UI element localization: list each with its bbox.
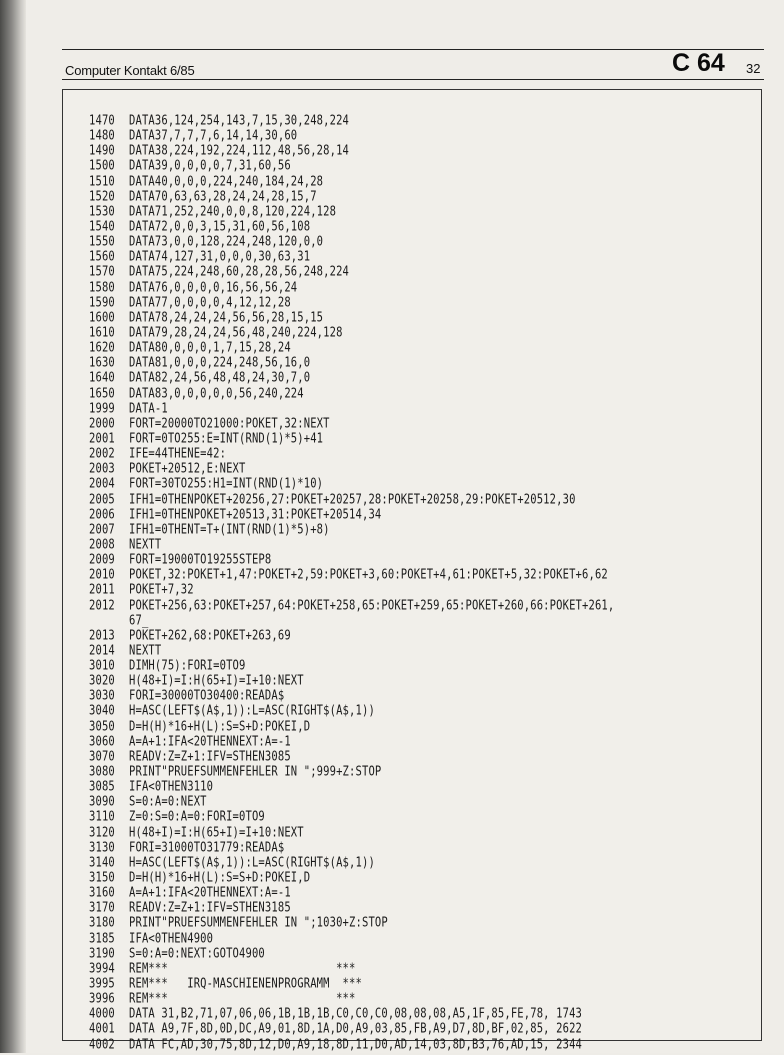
- line-code: DATA81,0,0,0,224,248,56,16,0: [129, 355, 311, 371]
- line-code: DATA80,0,0,0,1,7,15,28,24: [129, 340, 291, 356]
- line-code: S=0:A=0:NEXT:GOTO4900: [129, 946, 265, 962]
- line-code: DATA36,124,254,143,7,15,30,248,224: [129, 113, 350, 129]
- line-number: 2007: [89, 522, 115, 538]
- line-code: A=A+1:IFA<20THENNEXT:A=-1: [129, 734, 291, 750]
- line-number: 1470: [89, 113, 115, 129]
- line-number: 4002: [89, 1036, 115, 1052]
- line-number: 2003: [89, 461, 115, 477]
- line-number: 1520: [89, 189, 115, 205]
- line-number: 2010: [89, 567, 115, 583]
- line-code: DATA40,0,0,0,224,240,184,24,28: [129, 173, 324, 189]
- line-code: DATA FC,AD,30,75,8D,12,D0,A9,18,8D,11,D0,AD,14,03,8D,B3,76,AD,15, 2344: [129, 1036, 583, 1052]
- line-number: 1999: [89, 401, 115, 417]
- line-code: 67_: [129, 612, 149, 628]
- line-code: DATA70,63,63,28,24,24,28,15,7: [129, 189, 317, 205]
- line-code: DIMH(75):FORI=0TO9: [129, 658, 246, 674]
- line-number: 3996: [89, 991, 115, 1007]
- header-rule-bottom: [62, 79, 764, 80]
- section-title: C 64: [672, 49, 725, 77]
- line-code: DATA37,7,7,7,6,14,14,30,60: [129, 128, 298, 144]
- line-number: 1570: [89, 264, 115, 280]
- line-number: 4000: [89, 1006, 115, 1022]
- line-number: 1490: [89, 143, 115, 159]
- line-number: 3185: [89, 930, 115, 946]
- line-number: 3040: [89, 703, 115, 719]
- line-code: DATA83,0,0,0,0,0,56,240,224: [129, 385, 304, 401]
- line-number: 1480: [89, 128, 115, 144]
- line-number: 2008: [89, 537, 115, 553]
- line-number: 2013: [89, 628, 115, 644]
- line-code: DATA38,224,192,224,112,48,56,28,14: [129, 143, 350, 159]
- line-number: 1640: [89, 370, 115, 386]
- line-number: 1540: [89, 219, 115, 235]
- line-code: DATA 31,B2,71,07,06,06,1B,1B,1B,C0,C0,C0,08,08,08,A5,1F,85,FE,78, 1743: [129, 1006, 583, 1022]
- line-number: 2014: [89, 643, 115, 659]
- line-code: IFA<0THEN4900: [129, 930, 214, 946]
- line-number: 3070: [89, 749, 115, 765]
- line-code: NEXTT: [129, 643, 162, 659]
- line-number: 1630: [89, 355, 115, 371]
- line-code: H(48+I)=I:H(65+I)=I+10:NEXT: [129, 824, 304, 840]
- line-code: FORT=30TO255:H1=INT(RND(1)*10): [129, 476, 324, 492]
- line-code: H(48+I)=I:H(65+I)=I+10:NEXT: [129, 673, 304, 689]
- line-number: 2006: [89, 507, 115, 523]
- line-number: 1530: [89, 204, 115, 220]
- line-number: 3995: [89, 976, 115, 992]
- line-code: REM*** IRQ-MASCHIENENPROGRAMM ***: [129, 976, 362, 992]
- line-code: DATA75,224,248,60,28,28,56,248,224: [129, 264, 350, 280]
- line-number: 2004: [89, 476, 115, 492]
- line-number: 3030: [89, 688, 115, 704]
- line-code: DATA A9,7F,8D,0D,DC,A9,01,8D,1A,D0,A9,03,85,FB,A9,D7,8D,BF,02,85, 2622: [129, 1021, 583, 1037]
- page-binding-shadow: [0, 0, 26, 1053]
- line-code: DATA78,24,24,24,56,56,28,15,15: [129, 310, 324, 326]
- line-number: 3120: [89, 824, 115, 840]
- basic-listing: [89, 114, 614, 1053]
- line-code: PRINT"PRUEFSUMMENFEHLER IN ";999+Z:STOP: [129, 764, 382, 780]
- line-number: 1550: [89, 234, 115, 250]
- line-code: DATA72,0,0,3,15,31,60,56,108: [129, 219, 311, 235]
- listing-line: [89, 1036, 614, 1055]
- line-code: DATA79,28,24,24,56,48,240,224,128: [129, 325, 343, 341]
- line-number: 2012: [89, 597, 115, 613]
- line-number: 3160: [89, 885, 115, 901]
- line-code: FORT=19000TO19255STEP8: [129, 552, 272, 568]
- line-number: 3180: [89, 915, 115, 931]
- line-number: 3090: [89, 794, 115, 810]
- line-code: A=A+1:IFA<20THENNEXT:A=-1: [129, 885, 291, 901]
- line-number: 1560: [89, 249, 115, 265]
- line-code: Z=0:S=0:A=0:FORI=0TO9: [129, 809, 265, 825]
- line-number: 1620: [89, 340, 115, 356]
- magazine-title: Computer Kontakt 6/85: [65, 63, 195, 78]
- line-number: 3010: [89, 658, 115, 674]
- line-code: H=ASC(LEFT$(A$,1)):L=ASC(RIGHT$(A$,1)): [129, 855, 375, 871]
- line-number: 1650: [89, 385, 115, 401]
- line-code: S=0:A=0:NEXT: [129, 794, 207, 810]
- line-number: 3085: [89, 779, 115, 795]
- line-number: 2011: [89, 582, 115, 598]
- line-number: 2002: [89, 446, 115, 462]
- line-code: READV:Z=Z+1:IFV=STHEN3185: [129, 900, 291, 916]
- line-number: 3020: [89, 673, 115, 689]
- line-code: REM*** ***: [129, 961, 356, 977]
- line-number: 1580: [89, 279, 115, 295]
- line-number: 3994: [89, 961, 115, 977]
- line-code: POKET+7,32: [129, 582, 194, 598]
- line-number: 3060: [89, 734, 115, 750]
- line-code: FORI=30000TO30400:READA$: [129, 688, 285, 704]
- line-number: 4001: [89, 1021, 115, 1037]
- line-code: D=H(H)*16+H(L):S=S+D:POKEI,D: [129, 870, 311, 886]
- line-number: 3130: [89, 840, 115, 856]
- line-code: DATA-1: [129, 401, 168, 417]
- line-code: IFH1=0THENPOKET+20513,31:POKET+20514,34: [129, 507, 382, 523]
- line-number: 2009: [89, 552, 115, 568]
- line-code: DATA73,0,0,128,224,248,120,0,0: [129, 234, 324, 250]
- line-number: 1510: [89, 173, 115, 189]
- line-code: POKET+256,63:POKET+257,64:POKET+258,65:POKET+259,65:POKET+260,66:POKET+261,: [129, 597, 615, 613]
- line-number: 3170: [89, 900, 115, 916]
- line-number: 3110: [89, 809, 115, 825]
- line-code: DATA82,24,56,48,48,24,30,7,0: [129, 370, 311, 386]
- line-code: IFH1=0THENPOKET+20256,27:POKET+20257,28:POKET+20258,29:POKET+20512,30: [129, 491, 576, 507]
- line-number: 1590: [89, 295, 115, 311]
- line-number: 1600: [89, 310, 115, 326]
- line-number: 1500: [89, 158, 115, 174]
- line-code: READV:Z=Z+1:IFV=STHEN3085: [129, 749, 291, 765]
- line-code: IFE=44THENE=42:: [129, 446, 227, 462]
- line-code: DATA76,0,0,0,0,16,56,56,24: [129, 279, 298, 295]
- line-code: REM*** ***: [129, 991, 356, 1007]
- line-code: POKET+20512,E:NEXT: [129, 461, 246, 477]
- line-number: 3050: [89, 718, 115, 734]
- line-code: PRINT"PRUEFSUMMENFEHLER IN ";1030+Z:STOP: [129, 915, 388, 931]
- line-number: 3140: [89, 855, 115, 871]
- line-number: 3150: [89, 870, 115, 886]
- line-code: DATA74,127,31,0,0,0,30,63,31: [129, 249, 311, 265]
- page-number: 32: [746, 61, 761, 76]
- line-code: H=ASC(LEFT$(A$,1)):L=ASC(RIGHT$(A$,1)): [129, 703, 375, 719]
- line-number: 2005: [89, 491, 115, 507]
- line-code: POKET+262,68:POKET+263,69: [129, 628, 291, 644]
- line-code: IFH1=0THENT=T+(INT(RND(1)*5)+8): [129, 522, 330, 538]
- line-code: POKET,32:POKET+1,47:POKET+2,59:POKET+3,60:POKET+4,61:POKET+5,32:POKET+6,62: [129, 567, 608, 583]
- line-code: DATA39,0,0,0,0,7,31,60,56: [129, 158, 291, 174]
- line-code: FORI=31000TO31779:READA$: [129, 840, 285, 856]
- line-number: 2000: [89, 416, 115, 432]
- header-rule-top: [62, 49, 764, 50]
- line-code: DATA71,252,240,0,0,8,120,224,128: [129, 204, 337, 220]
- line-code: FORT=20000TO21000:POKET,32:NEXT: [129, 416, 330, 432]
- line-code: D=H(H)*16+H(L):S=S+D:POKEI,D: [129, 718, 311, 734]
- line-number: 2001: [89, 431, 115, 447]
- line-code: NEXTT: [129, 537, 162, 553]
- line-code: FORT=0TO255:E=INT(RND(1)*5)+41: [129, 431, 324, 447]
- line-code: DATA77,0,0,0,0,4,12,12,28: [129, 295, 291, 311]
- line-number: 1610: [89, 325, 115, 341]
- line-code: IFA<0THEN3110: [129, 779, 214, 795]
- line-number: 3190: [89, 946, 115, 962]
- line-number: 3080: [89, 764, 115, 780]
